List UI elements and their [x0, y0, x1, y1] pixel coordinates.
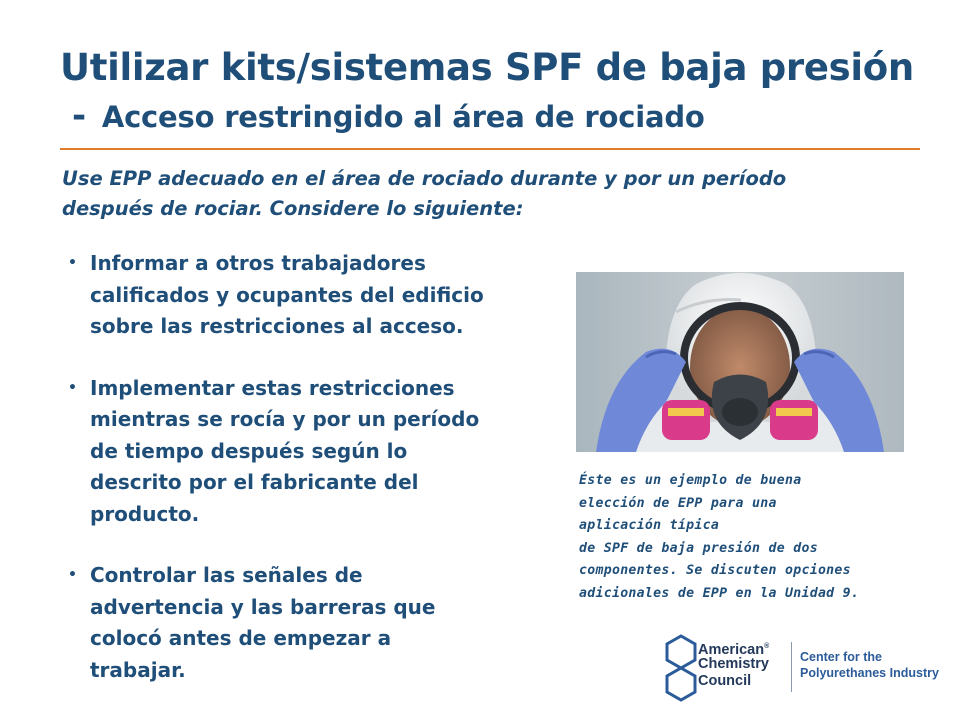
logo-separator	[791, 642, 792, 692]
logo-line-chemistry: Chemistry	[698, 656, 769, 672]
intro-line: después de rociar. Considere lo siguiente:	[62, 197, 524, 220]
caption-line: componentes. Se discuten opciones	[579, 563, 851, 578]
bullet-line: sobre las restricciones al acceso.	[90, 314, 464, 338]
bullet-list	[62, 248, 542, 716]
logo-line-american: American®	[698, 641, 770, 658]
bullet-line: Implementar estas restricciones	[90, 375, 455, 400]
slide-title: Utilizar kits/sistemas SPF de baja presión	[60, 46, 914, 89]
bullet-item	[62, 560, 542, 686]
caption-line: de SPF de baja presión de dos	[579, 540, 818, 556]
subtitle-text: Acceso restringido al área de rociado	[101, 100, 705, 134]
intro-line: Use EPP adecuado en el área de rociado durante y por un período	[62, 167, 787, 190]
bullet-line: descrito por el fabricante del	[90, 470, 419, 494]
bullet-line: mientras se rocía y por un período	[90, 407, 480, 431]
bullet-line: calificados y ocupantes del edificio	[90, 282, 484, 307]
caption-line: Éste es un ejemplo de buena	[579, 473, 802, 488]
ppe-photo	[576, 272, 904, 452]
subtitle-dash: -	[72, 96, 86, 136]
bullet-item	[62, 373, 542, 531]
bullet-line: Informar a otros trabajadores	[90, 251, 426, 275]
bullet-line: trabajar.	[90, 657, 186, 682]
logo-line-council: Council	[698, 673, 752, 689]
bullet-line: de tiempo después según lo	[90, 438, 408, 463]
bullet-line: Controlar las señales de	[90, 563, 363, 587]
bullet-dot-icon: •	[68, 255, 77, 271]
slide-subtitle	[72, 96, 705, 136]
acc-cpi-logo	[664, 630, 954, 706]
title-divider	[60, 148, 920, 150]
bullet-line: advertencia y las barreras que	[90, 594, 436, 619]
photo-caption	[579, 470, 939, 605]
bullet-item	[62, 248, 542, 343]
intro-paragraph	[62, 164, 922, 224]
bullet-line: colocó antes de empezar a	[90, 626, 392, 650]
caption-line: aplicación típica	[579, 518, 720, 533]
ppe-worker-illustration	[576, 272, 904, 452]
caption-line: adicionales de EPP en la Unidad 9.	[579, 585, 860, 601]
cpi-line-1: Center for the	[800, 650, 882, 664]
bullet-dot-icon: •	[68, 379, 77, 396]
bullet-dot-icon: •	[68, 567, 77, 583]
hexagon-logo-icon	[664, 634, 698, 704]
caption-line: elección de EPP para una	[579, 495, 777, 511]
cpi-line-2: Polyurethanes Industry	[800, 666, 939, 680]
bullet-line: producto.	[90, 501, 200, 526]
